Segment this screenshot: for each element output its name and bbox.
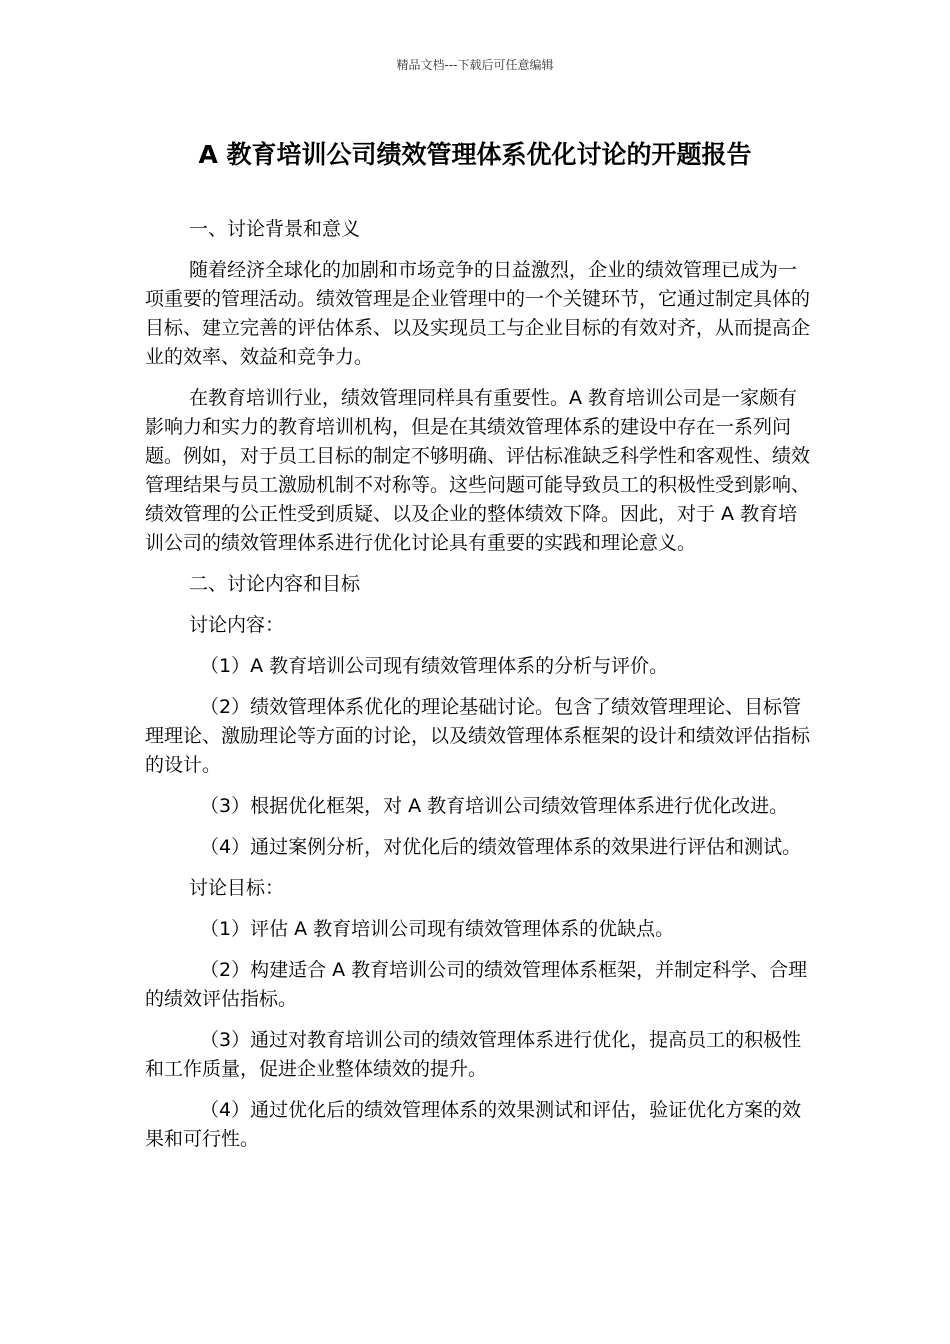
paragraph-background-2: 在教育培训行业，绩效管理同样具有重要性。A 教育培训公司是一家颇有影响力和实力的教育培训机构，但是在其绩效管理体系的建设中存在一系列问题。例如，对于员工目标的制定不够明确、评估标准缺乏科学性和客观性、绩效管理结果与员工激励机制不对称等。这些问题可能导致员工的积极性受到影响、绩效管理的公正性受到质疑、以及企业的整体绩效下降。因此，对于 A 教育培训公司的绩效管理体系进行优化讨论具有重要的实践和理论意义。 [145,387,811,554]
document-body [145,215,810,1166]
goal-item-3: （3）通过对教育培训公司的绩效管理体系进行优化，提高员工的积极性和工作质量，促进企业整体绩效的提升。 [145,1029,802,1080]
header-note: 精品文档---下载后可任意编辑 [396,58,554,72]
section-heading-background: 一、讨论背景和意义 [189,218,361,240]
content-label: 讨论内容： [189,614,285,636]
paragraph-background-1: 随着经济全球化的加剧和市场竞争的日益激烈，企业的绩效管理已成为一项重要的管理活动。绩效管理是企业管理中的一个关键环节，它通过制定具体的目标、建立完善的评估体系、以及实现员工与企业目标的有效对齐，从而提高企业的效率、效益和竞争力。 [145,259,811,368]
content-item-3: （3）根据优化框架，对 A 教育培训公司绩效管理体系进行优化改进。 [200,795,789,817]
content-item-1: （1）A 教育培训公司现有绩效管理体系的分析与评价。 [200,655,669,677]
goal-item-2: （2）构建适合 A 教育培训公司的绩效管理体系框架，并制定科学、合理的绩效评估指标。 [145,959,808,1010]
goal-item-1: （1）评估 A 教育培训公司现有绩效管理体系的优缺点。 [200,918,675,940]
document-title: A 教育培训公司绩效管理体系优化讨论的开题报告 [198,140,752,169]
goal-item-4: （4）通过优化后的绩效管理体系的效果测试和评估，验证优化方案的效果和可行性。 [145,1099,802,1150]
content-item-2: （2）绩效管理体系优化的理论基础讨论。包含了绩效管理理论、目标管理理论、激励理论等方面的讨论，以及绩效管理体系框架的设计和绩效评估指标的设计。 [145,696,811,776]
content-item-4: （4）通过案例分析，对优化后的绩效管理体系的效果进行评估和测试。 [200,836,802,858]
section-heading-content-goals: 二、讨论内容和目标 [189,573,361,595]
goal-label: 讨论目标： [189,877,285,899]
